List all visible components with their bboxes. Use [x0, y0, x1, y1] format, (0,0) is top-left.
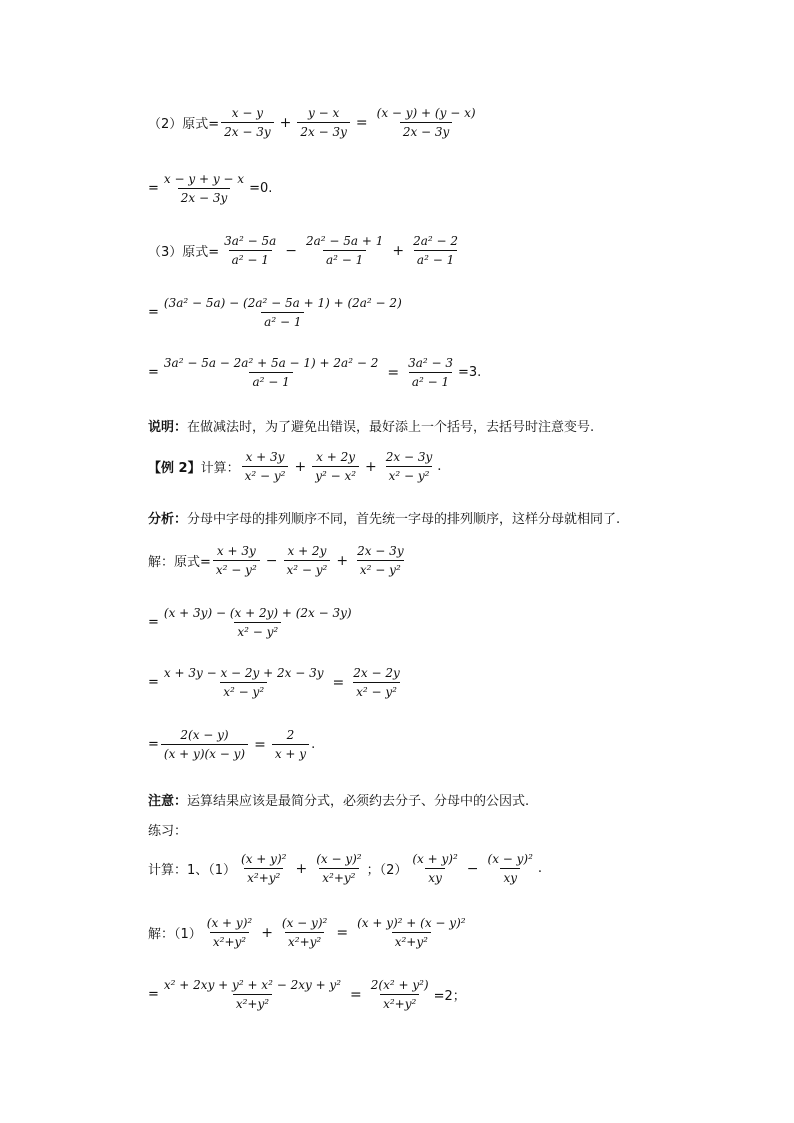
denominator: x² − y² — [213, 560, 260, 577]
numerator: (x + y)² — [241, 852, 287, 866]
denominator: a² − 1 — [409, 372, 452, 389]
denominator: x + y — [272, 744, 309, 761]
denominator: (x + y)(x − y) — [161, 744, 248, 761]
denominator: y² − x² — [312, 466, 359, 483]
fraction — [409, 852, 460, 885]
eq-prefix: （2）原式= — [148, 117, 220, 132]
fraction — [354, 544, 407, 577]
numerator: 3a² − 5a − 2a² + 5a − 1) + 2a² − 2 — [163, 356, 379, 370]
fraction — [279, 916, 330, 949]
eq-suffix: =2； — [433, 989, 466, 1004]
example-2-text: 计算： — [200, 461, 240, 476]
operator: − — [466, 860, 479, 877]
numerator: x + 3y — [245, 450, 285, 464]
note-explain-label: 说明： — [148, 420, 188, 435]
operator: = — [387, 364, 400, 381]
exercise-mid: ；（2） — [366, 863, 408, 878]
operator: + — [336, 552, 349, 569]
fraction — [383, 450, 436, 483]
numerator: (x + 3y) − (x + 2y) + (2x − 3y) — [163, 606, 352, 620]
fraction — [161, 606, 355, 639]
denominator: 2x − 3y — [221, 122, 274, 139]
fraction — [374, 106, 479, 139]
denominator: xy — [425, 868, 445, 885]
operator: + — [392, 242, 405, 259]
fraction — [410, 234, 461, 267]
eq-prefix: 解：（1） — [148, 927, 202, 942]
fraction — [303, 234, 386, 267]
numerator: (x + y)² — [206, 916, 253, 930]
denominator: a² − 1 — [414, 250, 457, 267]
example-2-suffix: . — [437, 459, 442, 474]
denominator: x²+y² — [380, 994, 419, 1011]
operator: = — [355, 114, 368, 131]
analysis — [148, 508, 620, 527]
fraction — [221, 234, 279, 267]
denominator: x² − y² — [284, 560, 331, 577]
numerator: (x − y)² — [487, 852, 533, 866]
denominator: a² − 1 — [323, 250, 366, 267]
operator: = — [336, 924, 349, 941]
operator: = — [332, 674, 345, 691]
fraction — [161, 728, 248, 761]
denominator: x²+y² — [233, 994, 272, 1011]
eq-prefix: = — [148, 305, 159, 320]
denominator: a² − 1 — [249, 372, 292, 389]
denominator: x² − y² — [220, 682, 267, 699]
fraction — [242, 450, 289, 483]
note-attention — [148, 790, 529, 809]
fraction — [313, 852, 364, 885]
numerator: (x + y)² + (x − y)² — [357, 916, 466, 930]
example-2-label: 【例 2】 — [148, 461, 201, 476]
eq-line — [148, 296, 407, 329]
numerator: 2a² − 5a + 1 — [305, 234, 384, 248]
numerator: 2 — [286, 728, 295, 742]
eq-line — [148, 106, 481, 139]
eq-prefix: = — [148, 987, 159, 1002]
numerator: y − x — [308, 106, 340, 120]
fraction — [312, 450, 359, 483]
numerator: x − y — [231, 106, 264, 120]
operator: + — [295, 860, 308, 877]
denominator: x² − y² — [234, 622, 281, 639]
fraction — [221, 106, 274, 139]
denominator: x² − y² — [353, 682, 400, 699]
eq-suffix: =0. — [249, 181, 273, 196]
numerator: (x − y) + (y − x) — [376, 106, 476, 120]
numerator: x² + 2xy + y² + x² − 2xy + y² — [163, 978, 342, 992]
eq-suffix: . — [311, 737, 316, 752]
fraction — [485, 852, 536, 885]
numerator: 2x − 3y — [385, 450, 433, 464]
numerator: 2x − 2y — [353, 666, 400, 680]
eq-line — [148, 172, 272, 205]
numerator: 2(x² + y²) — [370, 978, 429, 992]
fraction — [161, 172, 247, 205]
practice-label: 练习： — [148, 824, 188, 839]
denominator: x²+y² — [244, 868, 283, 885]
fraction — [161, 356, 381, 389]
example-2 — [148, 450, 441, 483]
operator: = — [254, 736, 266, 753]
denominator: a² − 1 — [229, 250, 272, 267]
note-attention-text: 运算结果应该是最简分式，必须约去分子、分母中的公因式. — [187, 794, 530, 809]
numerator: 3a² − 5a — [224, 234, 277, 248]
eq-line — [148, 234, 463, 267]
exercise — [148, 852, 542, 885]
eq-prefix: = — [148, 675, 159, 690]
operator: − — [265, 552, 278, 569]
numerator: (x − y)² — [281, 916, 328, 930]
operator: + — [294, 458, 307, 475]
denominator: a² − 1 — [261, 312, 304, 329]
exercise-prefix: 计算：1、（1） — [148, 863, 237, 878]
exercise-expr-1 — [236, 852, 367, 885]
eq-line — [148, 978, 466, 1011]
fraction — [161, 978, 344, 1011]
fraction — [350, 666, 403, 699]
eq-line — [148, 728, 315, 761]
fraction — [284, 544, 331, 577]
eq-line — [148, 606, 357, 639]
eq-suffix: =3. — [458, 365, 482, 380]
eq-prefix: （3）原式= — [148, 245, 220, 260]
eq-line — [148, 916, 471, 949]
numerator: x + 3y — [216, 544, 256, 558]
fraction — [354, 916, 469, 949]
numerator: (x − y)² — [316, 852, 362, 866]
denominator: x²+y² — [210, 932, 249, 949]
eq-line — [148, 666, 405, 699]
fraction — [161, 666, 327, 699]
numerator: (x + y)² — [412, 852, 458, 866]
numerator: 3a² − 3 — [408, 356, 453, 370]
fraction — [204, 916, 255, 949]
operator: = — [350, 986, 362, 1003]
denominator: xy — [500, 868, 520, 885]
denominator: x²+y² — [392, 932, 431, 949]
numerator: 2x − 3y — [357, 544, 404, 558]
eq-prefix: = — [148, 615, 159, 630]
analysis-text: 分母中字母的排列顺序不同，首先统一字母的排列顺序，这样分母就相同了. — [187, 512, 621, 527]
operator: + — [261, 924, 273, 941]
note-attention-label: 注意： — [148, 794, 188, 809]
fraction — [405, 356, 456, 389]
fraction — [161, 296, 405, 329]
fraction — [272, 728, 309, 761]
denominator: x²+y² — [285, 932, 324, 949]
numerator: 2a² − 2 — [413, 234, 459, 248]
eq-prefix: = — [148, 181, 159, 196]
eq-line — [148, 356, 481, 389]
eq-line — [148, 544, 409, 577]
denominator: x²+y² — [319, 868, 358, 885]
analysis-label: 分析： — [148, 512, 188, 527]
fraction — [368, 978, 432, 1011]
exercise-suffix: . — [537, 861, 543, 876]
denominator: 2x − 3y — [178, 188, 231, 205]
operator: − — [285, 242, 297, 259]
practice-heading — [148, 820, 187, 839]
denominator: x² − y² — [242, 466, 289, 483]
eq-prefix: = — [148, 365, 159, 380]
note-explain-text: 在做减法时，为了避免出错误，最好添上一个括号，去括号时注意变号. — [187, 420, 595, 435]
operator: + — [279, 114, 292, 131]
denominator: x² − y² — [386, 466, 433, 483]
operator: + — [365, 458, 377, 475]
eq-prefix: = — [148, 737, 159, 752]
denominator: 2x − 3y — [400, 122, 453, 139]
example-2-expr — [240, 450, 438, 483]
numerator: (3a² − 5a) − (2a² − 5a + 1) + (2a² − 2) — [163, 296, 402, 310]
eq-prefix: 解：原式= — [148, 555, 211, 570]
denominator: x² − y² — [357, 560, 404, 577]
numerator: x + 2y — [287, 544, 327, 558]
fraction — [238, 852, 289, 885]
note-explain — [148, 416, 594, 435]
denominator: 2x − 3y — [297, 122, 350, 139]
fraction — [213, 544, 260, 577]
numerator: x − y + y − x — [163, 172, 245, 186]
exercise-expr-2 — [407, 852, 538, 885]
fraction — [297, 106, 350, 139]
numerator: x + 3y − x − 2y + 2x − 3y — [163, 666, 324, 680]
numerator: 2(x − y) — [180, 728, 229, 742]
numerator: x + 2y — [316, 450, 356, 464]
